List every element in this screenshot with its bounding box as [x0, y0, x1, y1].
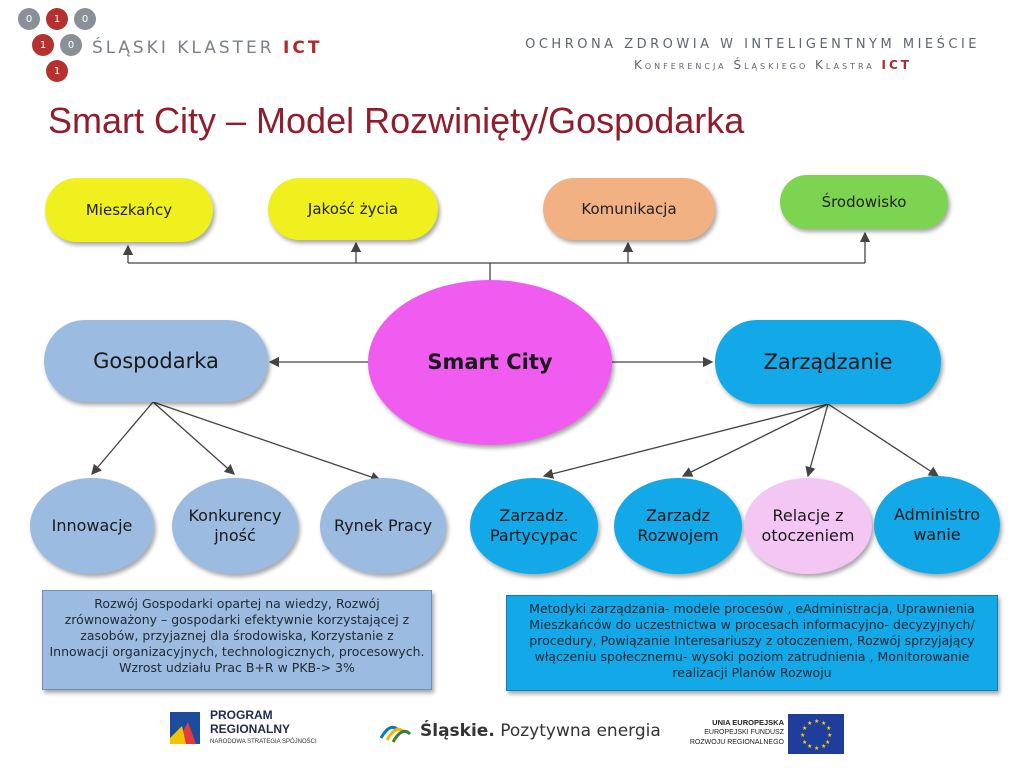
logo-hex-6: 1 — [46, 60, 68, 82]
connector-to-konkurencyjnosc — [153, 402, 234, 474]
node-konkurencyjnosc-label: Konkurency jność — [188, 506, 282, 545]
conference-subtitle: Konferencja Śląskiego Klastra ICT — [633, 58, 912, 72]
node-mieszkancy-label: Mieszkańcy — [85, 201, 173, 219]
svg-text:★: ★ — [825, 739, 831, 746]
node-komunikacja — [543, 178, 715, 240]
eu-flag-icon — [788, 714, 844, 754]
program-line2: REGIONALNY — [210, 722, 291, 736]
program-line3: NARODOWA STRATEGIA SPÓJNOŚCI — [210, 739, 317, 745]
conference-title: OCHRONA ZDROWIA W INTELIGENTNYM MIEŚCIE — [525, 37, 980, 52]
svg-text:★: ★ — [800, 732, 806, 739]
svg-text:★: ★ — [821, 720, 827, 727]
eu-line1: UNIA EUROPEJSKA — [712, 718, 784, 727]
connector-to-partycypac — [544, 404, 828, 476]
node-relacje-z-otoczeniem — [744, 478, 872, 574]
page-title: Smart City – Model Rozwinięty/Gospodarka — [48, 100, 745, 141]
node-zarzadz-partycypac — [470, 478, 598, 574]
gospodarka-description: Rozwój Gospodarki opartej na wiedzy, Rozwój zrównoważony – gospodarki efektywnie korzystającej z zasobów, przyjaznej dla środowiska, Korzystanie z Innowacji organizacyjnych, technologicznych, procesowych. Wzrost udziału Prac B+R w PKB-> 3% — [42, 590, 432, 690]
connector-to-innowacje — [92, 402, 153, 474]
program-regionalny-logo — [168, 706, 358, 754]
connector-to-relacje — [808, 404, 828, 476]
node-innowacje — [30, 478, 154, 574]
eu-line2: EUROPEJSKI FUNDUSZ — [704, 729, 784, 736]
svg-text:★: ★ — [807, 743, 813, 750]
node-gospodarka-label: Gospodarka — [93, 349, 219, 373]
node-komunikacja-label: Komunikacja — [581, 200, 677, 218]
connector-to-rynek-pracy — [153, 402, 380, 480]
connector-to-administrowanie — [828, 404, 938, 476]
program-regionalny-emblem-icon — [168, 708, 202, 748]
logo-name: ŚLĄSKI KLASTER ICT — [92, 38, 323, 58]
node-zarzadzanie-label: Zarządzanie — [763, 350, 893, 374]
node-rynek-pracy — [320, 478, 446, 574]
node-jakosc-zycia — [268, 178, 438, 240]
node-zarzadz-rozwojem-label: Zarzadz Rozwojem — [637, 506, 719, 545]
logo-hex-1: 0 — [18, 8, 40, 30]
node-smart-city-label: Smart City — [427, 350, 553, 375]
node-smart-city — [368, 280, 612, 445]
node-zarzadz-partycypac-label: Zarzadz. Partycypac — [489, 506, 579, 545]
node-zarzadz-rozwojem — [614, 478, 742, 574]
svg-text:★: ★ — [802, 725, 808, 732]
program-line1: PROGRAM — [210, 708, 273, 722]
node-administrowanie — [874, 476, 1000, 574]
svg-text:★: ★ — [826, 725, 832, 732]
eu-line3: ROZWOJU REGIONALNEGO — [689, 739, 784, 746]
zarzadzanie-description: Metodyki zarządzania- modele procesów , eAdministracja, Uprawnienia Mieszkańców do uczestnictwa w procesach informacyjno- decyzyjnych/ procedury, Powiązanie Interesariuszy z otoczeniem, Rozwój sprzyjający włączeniu społecznemu- wysoki poziom zatrudnienia , Monitorowanie realizacji Planów Rozwoju — [506, 595, 998, 691]
connector-to-rozwojem — [683, 404, 828, 476]
node-konkurencyjnosc — [172, 478, 298, 574]
slaskie-wave-icon — [378, 718, 412, 744]
svg-text:★: ★ — [802, 739, 808, 746]
slaskie-rest: Pozytywna energia — [494, 721, 661, 741]
logo-hex-3: 0 — [74, 8, 96, 30]
node-srodowisko-label: Środowisko — [821, 193, 907, 211]
svg-text:★: ★ — [807, 720, 813, 727]
svg-text:★: ★ — [814, 718, 820, 725]
logo-hex-4: 1 — [32, 34, 54, 56]
node-zarzadzanie — [715, 320, 941, 404]
logo-hex-5: 0 — [60, 34, 82, 56]
slaskie-tagline — [420, 721, 661, 741]
slaskie-logo — [378, 718, 661, 748]
node-administrowanie-label: Administro wanie — [893, 505, 981, 544]
node-mieszkancy — [45, 178, 213, 242]
logo-hex-2: 1 — [46, 8, 68, 30]
svg-text:★: ★ — [821, 743, 827, 750]
svg-text:★: ★ — [814, 745, 820, 752]
slaskie-bold: Śląskie. — [420, 721, 495, 741]
node-rynek-pracy-label: Rynek Pracy — [333, 516, 433, 535]
node-innowacje-label: Innowacje — [51, 516, 133, 535]
node-jakosc-zycia-label: Jakość życia — [307, 200, 399, 218]
node-srodowisko — [780, 175, 948, 229]
node-gospodarka — [44, 320, 268, 402]
eu-logo — [676, 714, 846, 756]
node-relacje-z-otoczeniem-label: Relacje z otoczeniem — [761, 506, 855, 545]
svg-text:★: ★ — [827, 732, 833, 739]
